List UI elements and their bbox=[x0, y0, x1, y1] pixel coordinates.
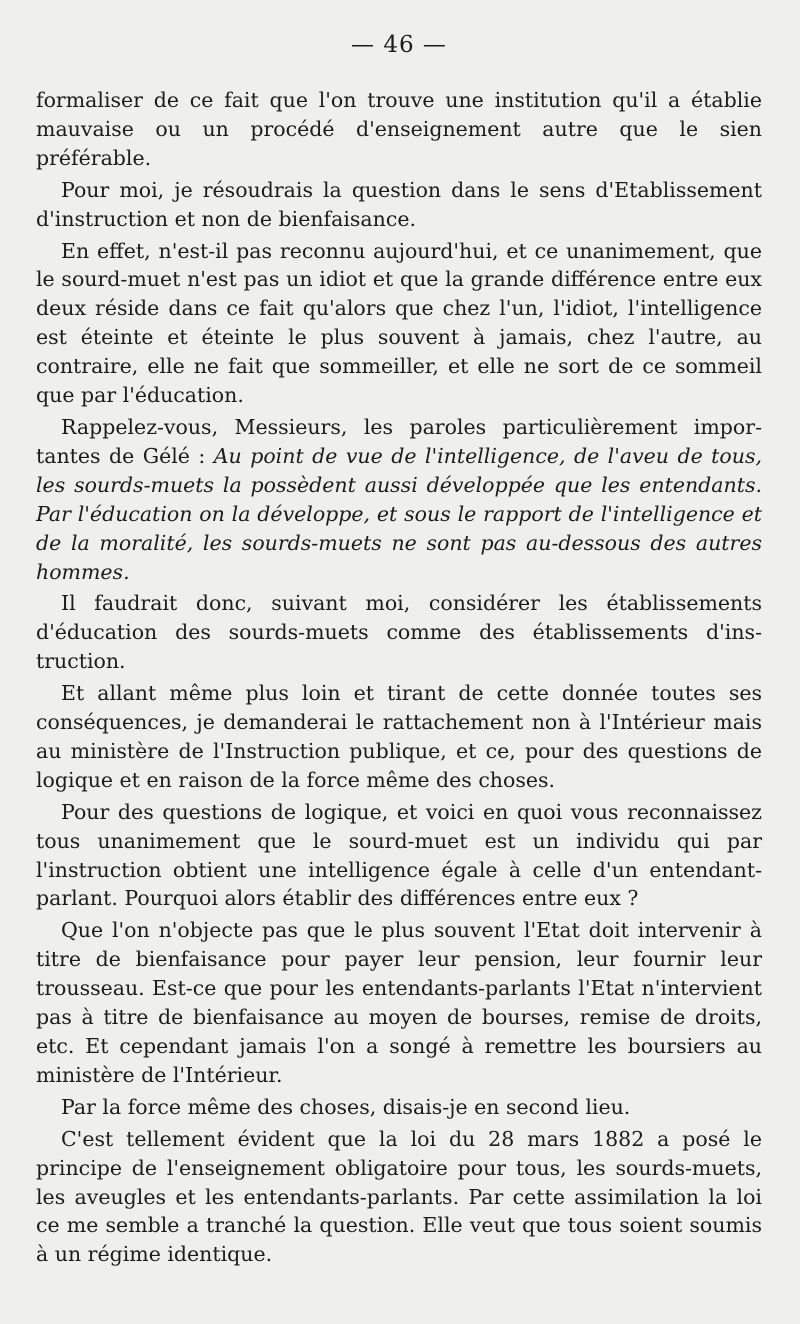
paragraph-3: En effet, n'est-il pas reconnu aujourd'hui, et ce unanimement, que le sourd-muet n'est pas un idiot et que la grande différence entre eux deux réside dans ce fait qu'alors que chez l'un, l'idiot, l'intelligence est éteinte et éteinte le plus souvent à jamais, chez l'autre, au contraire, elle ne fait que sommeiller, et elle ne sort de ce sommeil que par l'éducation. bbox=[36, 238, 762, 408]
paragraph-10: C'est tellement évident que la loi du 28 mars 1882 a posé le principe de l'enseignement obligatoire pour tous, les sourds-muets, les aveugles et les entendants-parlants. Par cette assimilation la loi ce me semble a tranché la question. Elle veut que tous soient soumis à un régime identique. bbox=[36, 1126, 762, 1267]
paragraph-8: Que l'on n'objecte pas que le plus souvent l'Etat doit intervenir à titre de bienfaisance pour payer leur pension, leur fournir leur trousseau. Est-ce que pour les entendants-parlants l'Etat n'intervient pas à titre de bienfaisance au moyen de bourses, remise de droits, etc. Et cependant jamais l'on a songé à remettre les boursiers au ministère de l'Intérieur. bbox=[36, 918, 762, 1087]
paragraph-5: Il faudrait donc, suivant moi, considérer les établissements d'éducation des sourds-muets comme des établissements d'instruction. bbox=[36, 591, 762, 674]
body-text bbox=[36, 86, 762, 1269]
page-number: — 46 — bbox=[351, 32, 447, 58]
paragraph-1: formaliser de ce fait que l'on trouve une institution qu'il a établie mauvaise ou un procédé d'enseignement autre que le sien préférable. bbox=[36, 88, 762, 170]
paragraph-4-text: Rappelez-vous, Messieurs, les paroles particulièrement importantes de Gélé : bbox=[36, 414, 762, 468]
paragraph-7: Pour des questions de logique, et voici en quoi vous reconnaissez tous unanimement que le sourd-muet est un individu qui par l'instruction obtient une intelligence égale à celle d'un entendant-parlant. Pourquoi alors établir des différences entre eux ? bbox=[36, 799, 762, 911]
paragraph-9: Par la force même des choses, disais-je en second lieu. bbox=[61, 1094, 631, 1119]
gele-quotation: Au point de vue de l'intelligence, de l'aveu de tous, les sourds-muets la possèdent aussi développée que les entendants. Par l'éducation on la développe, et sous le rapport de l'intelligence et de la moralité, les sourds-muets ne sont pas au-dessous des autres hommes. bbox=[36, 443, 762, 584]
paragraph-2: Pour moi, je résoudrais la question dans le sens d'Etablissement d'instruction et non de bienfaisance. bbox=[36, 177, 762, 231]
paragraph-4 bbox=[36, 413, 762, 586]
paragraph-6: Et allant même plus loin et tirant de cette donnée toutes ses conséquences, je demanderai le rattachement non à l'Intérieur mais au ministère de l'Instruction publique, et ce, pour des questions de logique et en raison de la force même des choses. bbox=[36, 681, 762, 792]
